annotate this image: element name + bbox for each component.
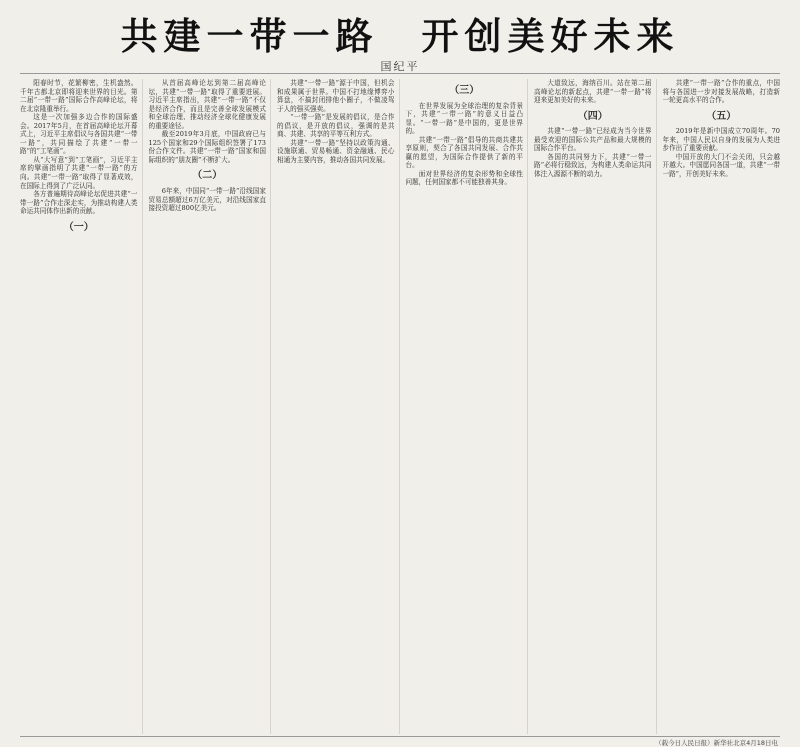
paragraph: 从首届高峰论坛到第二届高峰论坛，共建“一带一路”取得了重要进展。习近平主席指出，共建“一带一路”不仅是经济合作，而且是完善全球发展模式和全球治理、推动经济全球化健康发展的重要途径。	[148, 79, 266, 130]
paragraph: 这是一次加强多边合作的国际盛会。2017年5月，在首届高峰论坛开幕式上，习近平主席倡议与各国共建“一带一路”，共同描绘了共建“一带一路”的“工笔画”。	[20, 113, 138, 156]
article-column-3	[277, 79, 400, 734]
paragraph: 截至2019年3月底，中国政府已与125个国家和29个国际组织签署了173份合作文件。共建“一带一路”国家和国际组织的“朋友圈”不断扩大。	[148, 130, 266, 164]
article-column-2	[149, 79, 272, 734]
article-column-4	[406, 79, 529, 734]
paragraph: 各方普遍期待高峰论坛促进共建“一带一路”合作走深走实，为推动构建人类命运共同体作出新的贡献。	[20, 190, 138, 216]
section-heading-4: （四）	[577, 110, 608, 122]
paragraph: 2019年是新中国成立70周年。70年来，中国人民以自身的发展为人类进步作出了重要贡献。	[662, 127, 780, 153]
section-heading-3: （三）	[449, 85, 480, 96]
paragraph: 从“大写意”到“工笔画”，习近平主席的擘画指明了共建“一带一路”的方向。共建“一带一路”取得了显著成效，在国际上得到了广泛认同。	[20, 155, 138, 190]
paragraph: 中国开放的大门不会关闭，只会越开越大。中国愿同各国一道，共建“一带一路”，开创美好未来。	[662, 152, 780, 178]
top-rule	[20, 73, 780, 74]
paragraph: 阳春时节，花繁柳密，生机盎然。千年古都北京即将迎来世界的目光。第二届“一带一路”国际合作高峰论坛，将在北京隆重举行。	[20, 79, 138, 113]
paragraph: 大道致远，海纳百川。站在第二届高峰论坛的新起点，共建“一带一路”将迎来更加美好的未来。	[534, 79, 652, 105]
section-heading-1: （一）	[63, 221, 94, 233]
article-column-1	[20, 79, 143, 734]
paragraph: 共建“一带一路”源于中国，但机会和成果属于世界。中国不打地缘博弈小算盘，不搞封闭排他小圈子，不做凌驾于人的强买强卖。	[277, 79, 395, 113]
section-heading-2: （二）	[192, 170, 223, 182]
paragraph: 面对世界经济的复杂形势和全球性问题，任何国家都不可能独善其身。	[405, 169, 523, 187]
paragraph: 6年来，中国同“一带一路”沿线国家贸易总额超过6万亿美元，对沿线国家直接投资超过800亿美元。	[148, 187, 266, 213]
byline: 国纪平	[380, 60, 420, 73]
headline: 共建一带一路 开创美好未来	[120, 15, 680, 58]
section-heading-5: （五）	[706, 110, 737, 122]
source-caption: （载今日人民日报）新华社北京4月18日电	[655, 739, 778, 747]
paragraph: 各国的共同努力下，共建“一带一路”必将行稳致远，为构建人类命运共同体注入源源不断的动力。	[534, 152, 652, 178]
paragraph: 共建“一带一路”合作的重点，中国将与各国进一步对接发展战略，打造新一轮更高水平的合作。	[662, 79, 780, 105]
paragraph: “一带一路”是发展的倡议，是合作的倡议，是开放的倡议，强调的是共商、共建、共享的平等互利方式。	[277, 113, 395, 139]
article-column-6	[663, 79, 781, 734]
bottom-rule	[20, 736, 780, 737]
paragraph: 共建“一带一路”倡导的共商共建共享原则，契合了各国共同发展、合作共赢的愿望，为国际合作提供了新的平台。	[405, 135, 523, 170]
article-column-5	[534, 79, 657, 734]
paragraph: 共建“一带一路”已经成为当今世界最受欢迎的国际公共产品和最大规模的国际合作平台。	[534, 127, 652, 153]
paragraph: 共建“一带一路”坚持以政策沟通、设施联通、贸易畅通、资金融通、民心相通为主要内容，推动各国共同发展。	[277, 138, 395, 164]
paragraph: 在世界发展为全球治理的复杂背景下，共建“一带一路”的意义日益凸显。“一带一路”是中国的，更是世界的。	[405, 101, 523, 136]
article-body	[20, 79, 780, 734]
